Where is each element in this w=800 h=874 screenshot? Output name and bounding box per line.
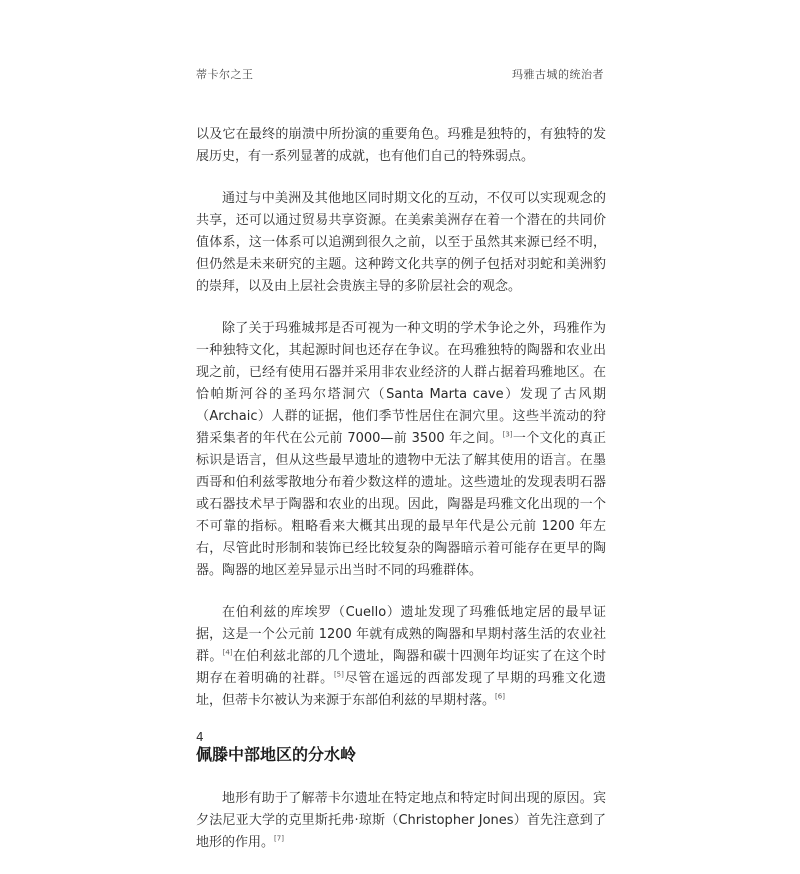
paragraph-3-text-a: 除了关于玛雅城邦是否可视为一种文明的学术争论之外，玛雅作为一种独特文化，其起源时间也还存在争议。在玛雅独特的陶器和农业出现之前，已经有使用石器并采用非农业经济的人群占据着玛雅地区。在恰帕斯河谷的圣玛尔塔洞穴（Santa Marta cave）发现了古风期（Archaic）人群的证据，他们季节性居住在洞穴里。这些半流动的狩猎采集者的年代在公元前 7000—前 3500 年之间。 [196, 321, 606, 446]
paragraph-4 [196, 602, 606, 712]
paragraph-2-text: 通过与中美洲及其他地区同时期文化的互动，不仅可以实现观念的共享，还可以通过贸易共享资源。在美索美洲存在着一个潜在的共同价值体系，这一体系可以追溯到很久之前，以至于虽然其来源已经不明，但仍然是未来研究的主题。这种跨文化共享的例子包括对羽蛇和美洲豹的崇拜，以及由上层社会贵族主导的多阶层社会的观念。 [196, 191, 606, 294]
paragraph-2 [196, 188, 606, 298]
paragraph-5-text: 地形有助于了解蒂卡尔遗址在特定地点和特定时间出现的原因。宾夕法尼亚大学的克里斯托弗·琼斯（Christopher Jones）首先注意到了地形的作用。 [196, 791, 606, 850]
footnote-ref-4[interactable]: [4] [222, 648, 233, 657]
footnote-ref-6[interactable]: [6] [495, 692, 505, 701]
paragraph-1 [196, 124, 606, 168]
paragraph-3 [196, 318, 606, 582]
running-header-book-title: 蒂卡尔之王 [196, 68, 254, 81]
footnote-ref-7[interactable]: [7] [274, 834, 284, 843]
running-header-chapter-title: 玛雅古城的统治者 [512, 68, 604, 81]
paragraph-4-text-c: 尽管在遥远的西部发现了早期的玛雅文化遗址，但蒂卡尔被认为来源于东部伯利兹的早期村落。 [196, 671, 606, 708]
paragraph-3-text-b: 一个文化的真正标识是语言，但从这些最早遗址的遗物中无法了解其使用的语言。在墨西哥和伯利兹零散地分布着少数这样的遗址。这些遗址的发现表明石器或石器技术早于陶器和农业的出现。因此，陶器是玛雅文化出现的一个不可靠的指标。粗略看来大概其出现的最早年代是公元前 1200 年左右，尽管此时形制和装饰已经比较复杂的陶器暗示着可能存在更早的陶器。陶器的地区差异显示出当时不同的玛雅群体。 [196, 431, 606, 578]
page-number: 4 [196, 730, 204, 744]
footnote-ref-3[interactable]: [3] [502, 430, 513, 439]
page-body [196, 124, 606, 874]
section-heading: 佩滕中部地区的分水岭 [196, 745, 357, 764]
footnote-ref-5[interactable]: [5] [333, 670, 344, 679]
paragraph-4-text-a: 在伯利兹的库埃罗（Cuello）遗址发现了玛雅低地定居的最早证据，这是一个公元前 1200 年就有成熟的陶器和早期村落生活的农业社群。 [196, 605, 606, 664]
paragraph-1-text: 以及它在最终的崩溃中所扮演的重要角色。玛雅是独特的，有独特的发展历史，有一系列显著的成就，也有他们自己的特殊弱点。 [196, 127, 606, 164]
paragraph-4-text-b: 在伯利兹北部的几个遗址，陶器和碳十四测年均证实了在这个时期存在着明确的社群。 [196, 649, 606, 686]
paragraph-5 [196, 788, 606, 854]
